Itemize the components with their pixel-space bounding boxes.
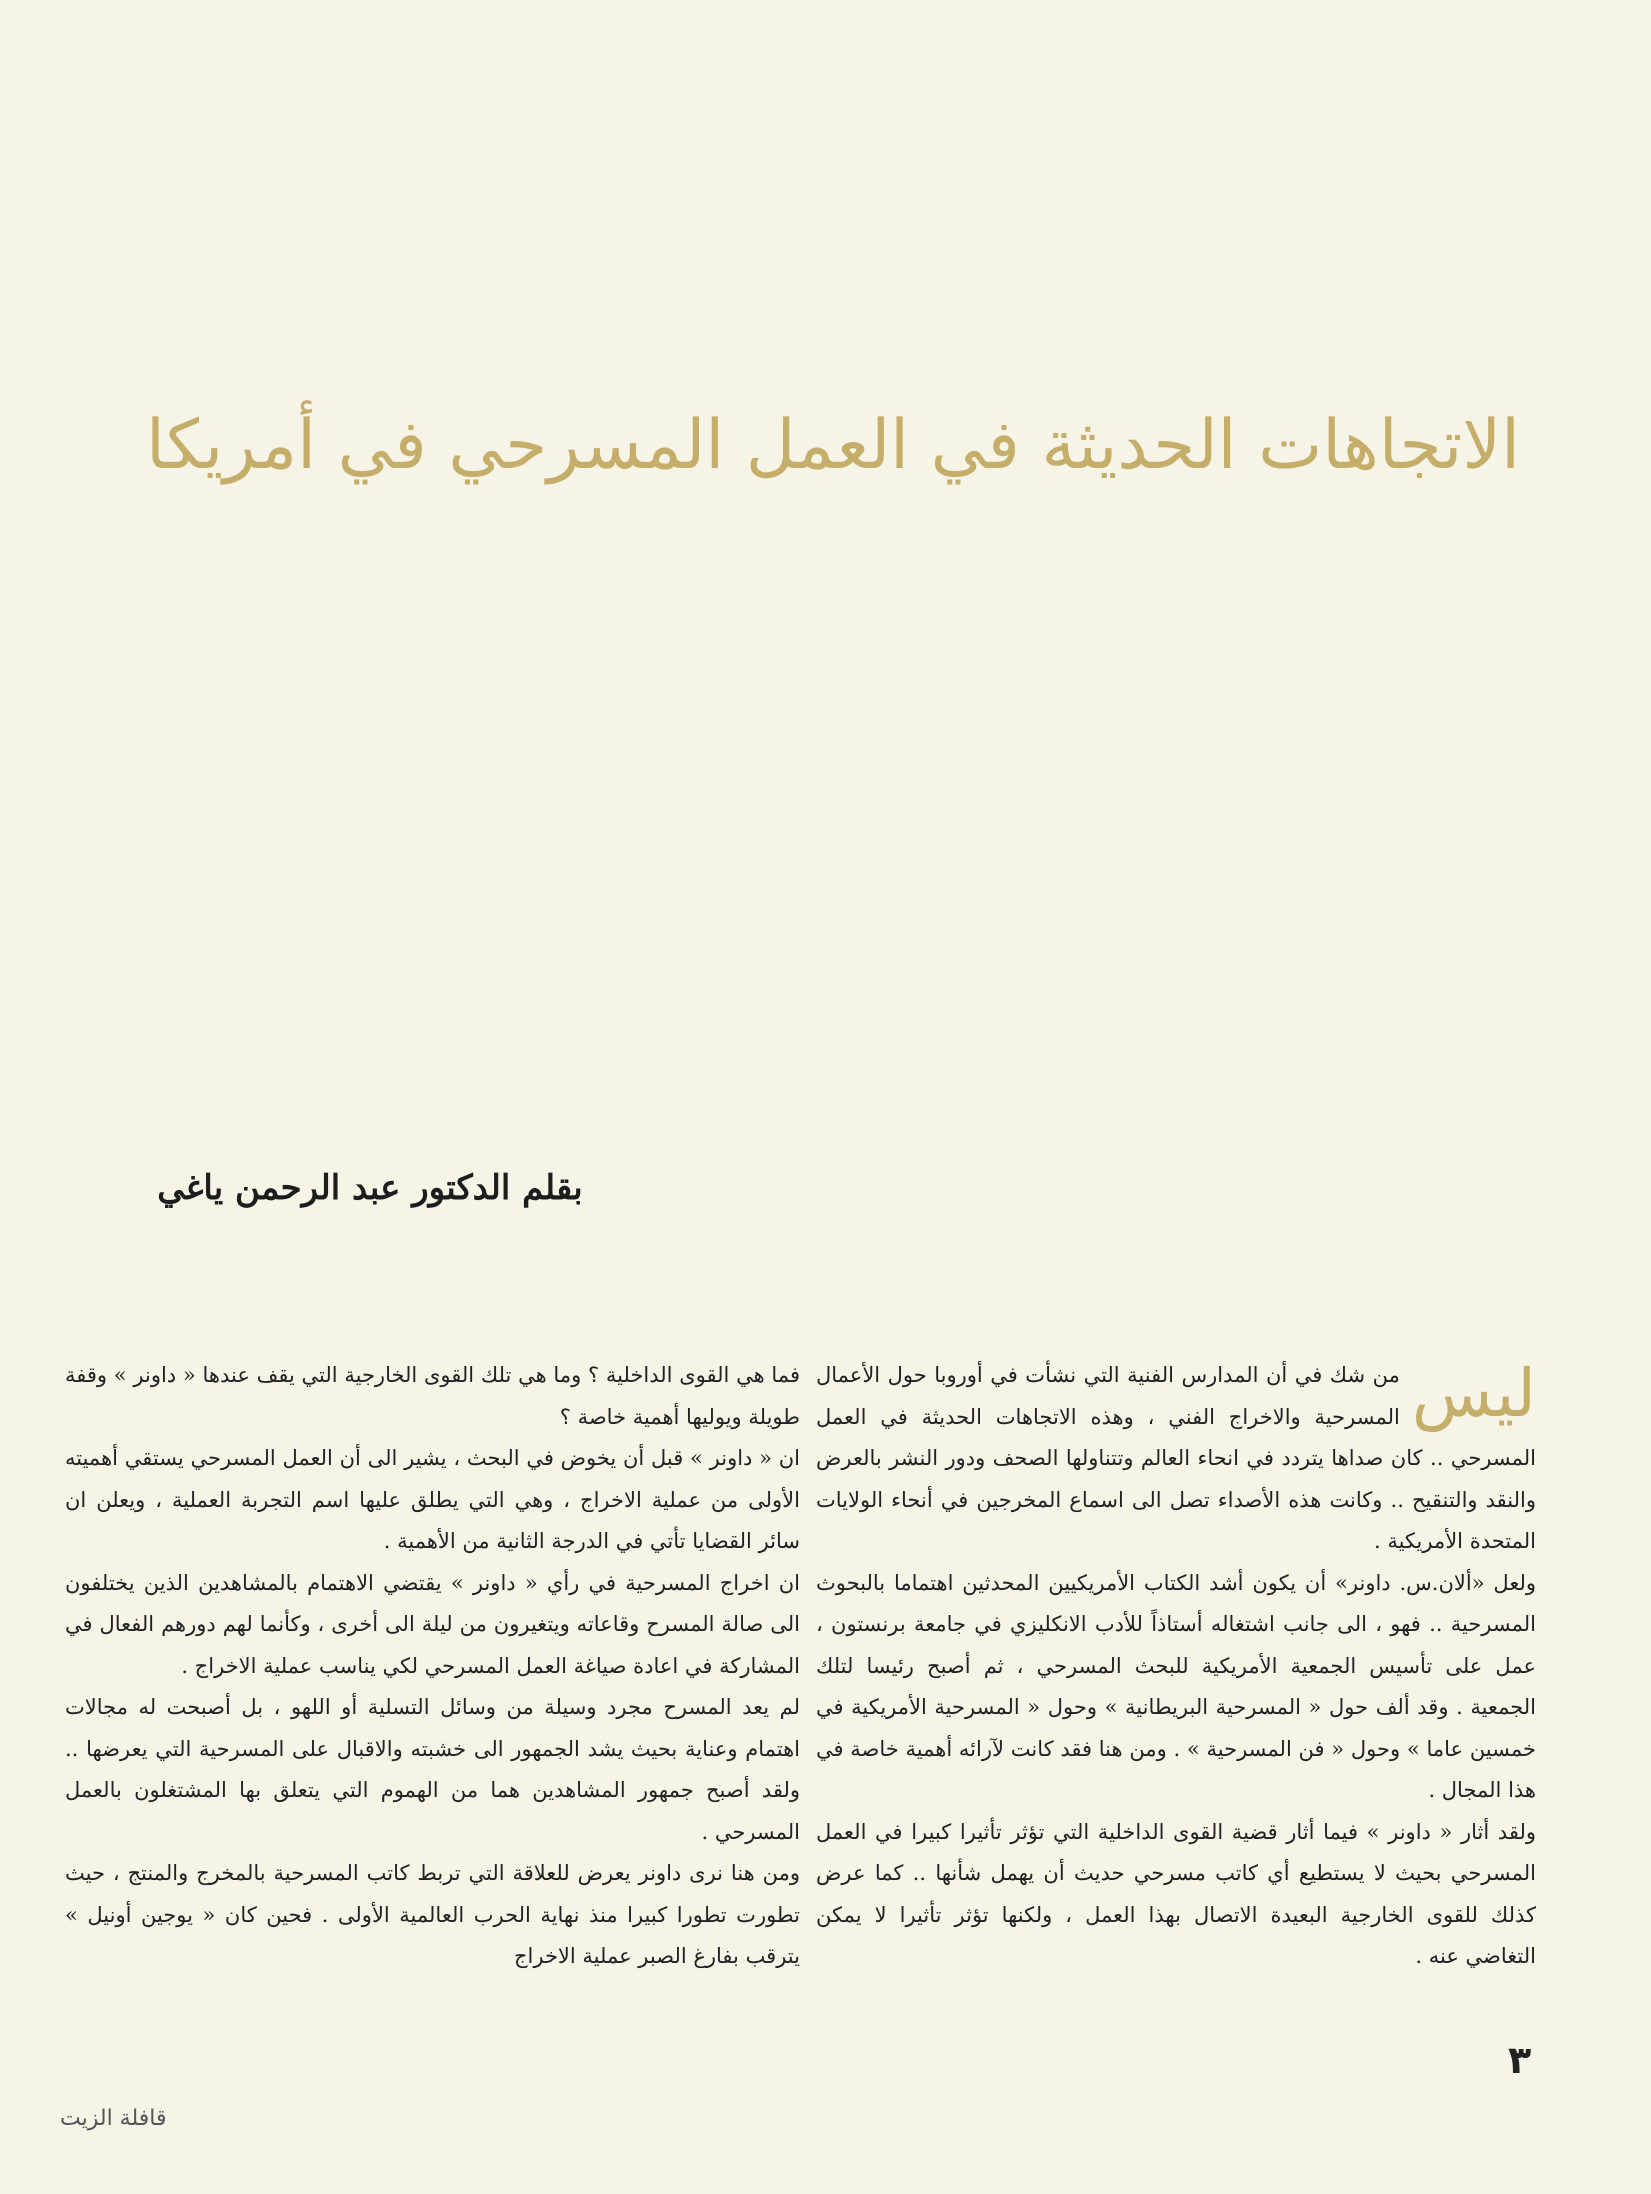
paragraph: ومن هنا نرى داونر يعرض للعلاقة التي تربط كاتب المسرحية بالمخرج والمنتج ، حيث تطورت تطورا كبيرا منذ نهاية الحرب العالمية الأولى . فحين كان « يوجين أونيل » يترقب بفارغ الصبر عملية الاخراج xyxy=(65,1861,800,1968)
paragraph xyxy=(816,1355,1536,1563)
magazine-name-footer: قافلة الزيت xyxy=(60,2106,167,2131)
text-column-left xyxy=(65,1355,800,1978)
author-byline: بقلم الدكتور عبد الرحمن ياغي xyxy=(157,1168,583,1208)
paragraph: ولعل «ألان.س. داونر» أن يكون أشد الكتاب الأمريكيين المحدثين اهتماما بالبحوث المسرحية .. فهو ، الى جانب اشتغاله أستاذاً للأدب الانكليزي في جامعة برنستون ، عمل على تأسيس الجمعية الأمريكية للبحث المسرحي ، ثم أصبح رئيسا لتلك الجمعية . وقد ألف حول « المسرحية البريطانية » وحول « المسرحية الأمريكية في خمسين عاما » وحول « فن المسرحية » . ومن هنا فقد كانت لآرائه أهمية خاصة في هذا المجال . xyxy=(816,1570,1536,1802)
page-number: ٣ xyxy=(1508,2038,1532,2082)
paragraph: ان « داونر » قبل أن يخوض في البحث ، يشير الى أن العمل المسرحي يستقي أهميته الأولى من عملية الاخراج ، وهي التي يطلق عليها اسم التجربة العملية ، ويعلن ان سائر القضايا تأتي في الدرجة الثانية من الأهمية . xyxy=(65,1446,800,1553)
drop-cap: ليس xyxy=(1411,1355,1536,1432)
article-title: الاتجاهات الحديثة في العمل المسرحي في أمريكا xyxy=(145,405,1520,485)
paragraph: ولقد أثار « داونر » فيما أثار قضية القوى الداخلية التي تؤثر تأثيرا كبيرا في العمل المسرحي بحيث لا يستطيع أي كاتب مسرحي حديث أن يهمل شأنها .. كما عرض كذلك للقوى الخارجية البعيدة الاتصال بهذا العمل ، ولكنها تؤثر تأثيرا لا يمكن التغاضي عنه . xyxy=(816,1819,1536,1968)
paragraph-text: من شك في أن المدارس الفنية التي نشأت في أوروبا حول الأعمال المسرحية والاخراج الفني ، وهذه الاتجاهات الحديثة في العمل المسرحي .. كان صداها يتردد في انحاء العالم وتتناولها الصحف ودور النشر بالعرض والنقد والتنقيح .. وكانت هذه الأصداء تصل الى اسماع المخرجين في أنحاء الولايات المتحدة الأمريكية . xyxy=(816,1363,1536,1553)
paragraph: لم يعد المسرح مجرد وسيلة من وسائل التسلية أو اللهو ، بل أصبحت له مجالات اهتمام وعناية بحيث يشد الجمهور الى خشبته والاقبال على المسرحية التي يعرضها .. ولقد أصبح جمهور المشاهدين هما من الهموم التي يتعلق بها المشتغلون بالعمل المسرحي . xyxy=(65,1695,800,1844)
text-column-right xyxy=(816,1355,1536,1978)
paragraph: فما هي القوى الداخلية ؟ وما هي تلك القوى الخارجية التي يقف عندها « داونر » وقفة طويلة ويوليها أهمية خاصة ؟ xyxy=(65,1363,800,1429)
paragraph: ان اخراج المسرحية في رأي « داونر » يقتضي الاهتمام بالمشاهدين الذين يختلفون الى صالة المسرح وقاعاته ويتغيرون من ليلة الى أخرى ، وكأنما لهم دورهم الفعال في المشاركة في اعادة صياغة العمل المسرحي لكي يناسب عملية الاخراج . xyxy=(65,1570,800,1678)
